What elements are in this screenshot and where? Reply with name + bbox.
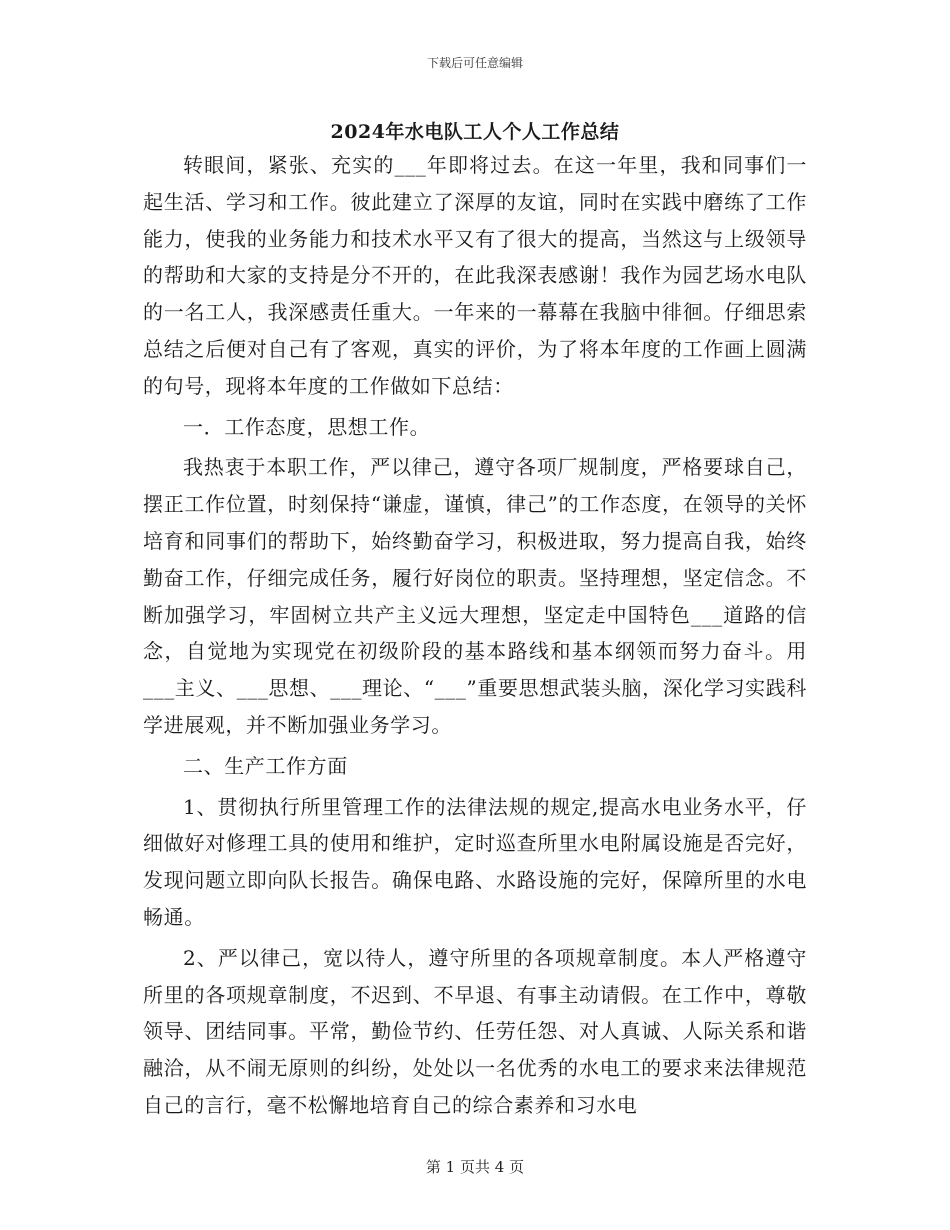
section-heading-work-attitude: 一．工作态度，思想工作。: [183, 414, 431, 439]
header-note: 下载后可任意编辑: [426, 56, 523, 70]
paragraph-work-attitude: 我热衷于本职工作，严以律己，遵守各项厂规制度，严格要球自己，摆正工作位置，时刻保持“谦虚，谨慎，律己”的工作态度，在领导的关怀培育和同事们的帮助下，始终勤奋学习，积极进取，努力提高自我，始终勤奋工作，仔细完成任务，履行好岗位的职责。坚持理想，坚定信念。不断加强学习，牢固树立共产主义远大理想，坚定走中国特色___道路的信念，自觉地为实现党在初级阶段的基本路线和基本纲领而努力奋斗。用___主义、___思想、___理论、“___”重要思想武装头脑，深化学习实践科学进展观，并不断加强业务学习。: [143, 455, 807, 737]
paragraph-production-1: 1、贯彻执行所里管理工作的法律法规的规定,提高水电业务水平，仔细做好对修理工具的使用和维护，定时巡查所里水电附属设施是否完好，发现问题立即向队长报告。确保电路、水路设施的完好，保障所里的水电畅通。: [143, 794, 807, 929]
page-number: 第 1 页共 4 页: [425, 1158, 525, 1176]
section-heading-production: 二、生产工作方面: [183, 753, 348, 778]
document-body: [143, 147, 807, 1128]
document-title: 2024年水电队工人个人工作总结: [330, 121, 620, 143]
paragraph-intro: 转眼间，紧张、充实的___年即将过去。在这一年里，我和同事们一起生活、学习和工作。彼此建立了深厚的友谊，同时在实践中磨练了工作能力，使我的业务能力和技术水平又有了很大的提高，当然这与上级领导的帮助和大家的支持是分不开的，在此我深表感谢！我作为园艺场水电队的一名工人，我深感责任重大。一年来的一幕幕在我脑中徘徊。仔细思索总结之后便对自己有了客观，真实的评价，为了将本年度的工作画上圆满的句号，现将本年度的工作做如下总结：: [143, 153, 807, 398]
paragraph-production-2: 2、严以律己，宽以待人，遵守所里的各项规章制度。本人严格遵守所里的各项规章制度，不迟到、不早退、有事主动请假。在工作中，尊敬领导、团结同事。平常，勤俭节约、任劳任怨、对人真诚、人际关系和谐融洽，从不闹无原则的纠纷，处处以一名优秀的水电工的要求来法律规范自己的言行，毫不松懈地培育自己的综合素养和习水电: [143, 945, 807, 1117]
